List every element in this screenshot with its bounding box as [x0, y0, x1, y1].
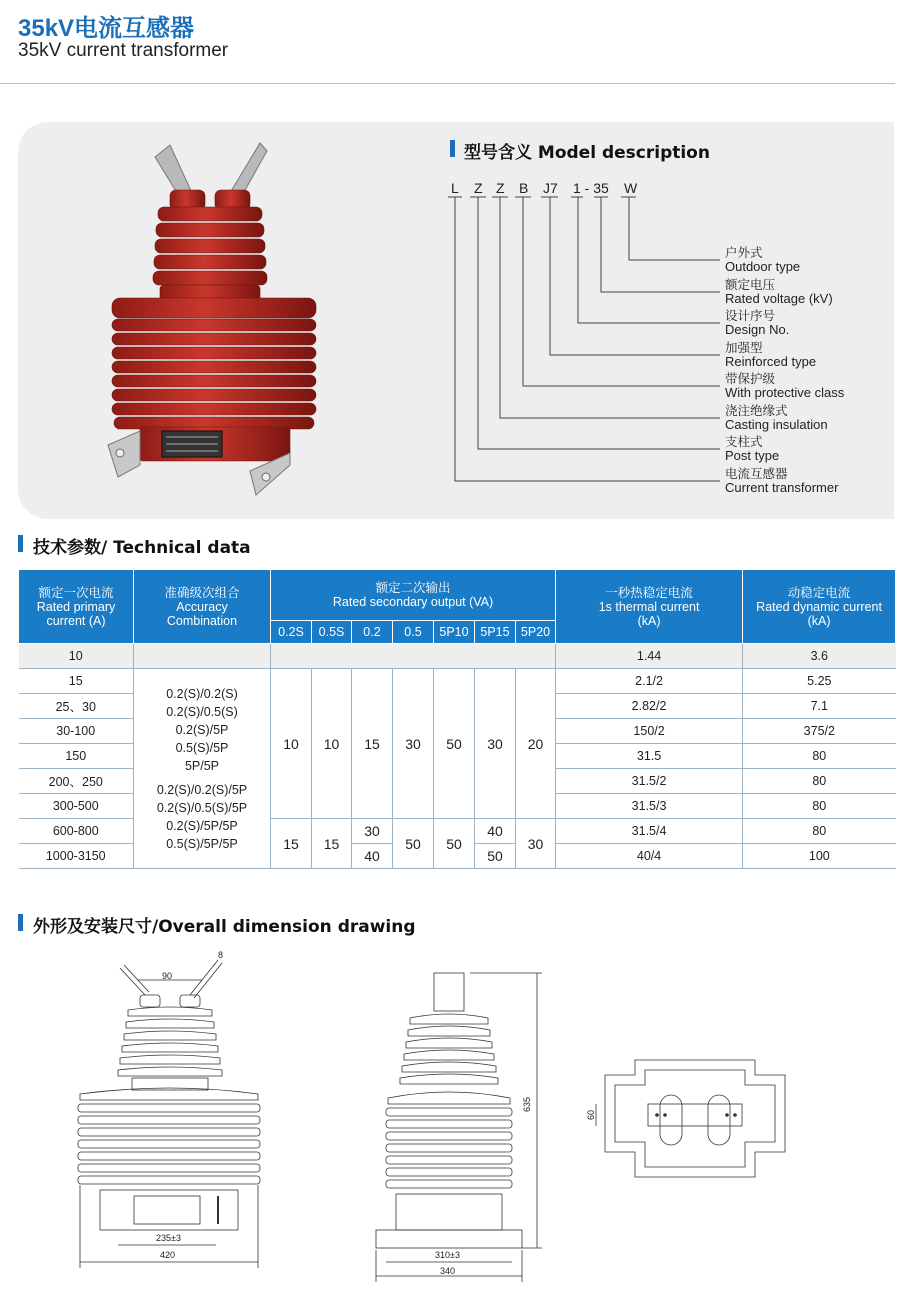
primary-current: 200、250	[19, 769, 134, 794]
dim-base-inner: 235±3	[156, 1233, 181, 1243]
output-5P15-high-a: 40	[475, 819, 516, 844]
desc-design-no: 设计序号 Design No.	[725, 308, 790, 337]
output-5P10: 50	[434, 669, 475, 819]
output-0.5S-high: 15	[312, 819, 352, 869]
primary-current: 1000-3150	[19, 844, 134, 869]
code-part: J7	[543, 180, 558, 196]
thermal-current: 31.5/4	[556, 819, 743, 844]
thermal-current: 40/4	[556, 844, 743, 869]
output-0.2-high-a: 30	[352, 819, 393, 844]
output-0.2-high-b: 40	[352, 844, 393, 869]
desc-voltage: 额定电压 Rated voltage (kV)	[725, 277, 833, 306]
desc-post: 支柱式 Post type	[725, 434, 780, 463]
primary-current: 600-800	[19, 819, 134, 844]
primary-current: 300-500	[19, 794, 134, 819]
dimension-drawing	[0, 945, 900, 1297]
page-subtitle: 35kV current transformer	[18, 40, 229, 61]
dim-base2-inner: 310±3	[435, 1250, 460, 1260]
table-row	[19, 644, 896, 669]
desc-casting: 浇注绝缘式 Casting insulation	[725, 403, 828, 432]
dynamic-current: 80	[743, 819, 896, 844]
dim-top-spacing: 90	[162, 971, 173, 981]
output-0.5: 30	[393, 669, 434, 819]
subheader-0.2S: 0.2S	[271, 621, 312, 644]
subheader-5P15: 5P15	[475, 621, 516, 644]
output-5P10-high: 50	[434, 819, 475, 869]
header-dynamic: 动稳定电流 Rated dynamic current (kA)	[743, 570, 896, 644]
header-secondary: 额定二次输出 Rated secondary output (VA)	[271, 570, 556, 621]
primary-current: 15	[19, 669, 134, 694]
dim-base-outer: 420	[160, 1250, 176, 1260]
code-part: W	[624, 180, 638, 196]
model-heading: 型号含义 Model description	[464, 143, 710, 163]
dim-slot: 60	[586, 1109, 596, 1120]
header-accuracy: 准确级次组合 Accuracy Combination	[134, 570, 271, 644]
header-thermal: 一秒热稳定电流 1s thermal current (kA)	[556, 570, 743, 644]
dynamic-current: 7.1	[743, 694, 896, 719]
output-0.2S: 10	[271, 669, 312, 819]
dynamic-current: 375/2	[743, 719, 896, 744]
output-5P15-high-b: 50	[475, 844, 516, 869]
page-title: 35kV电流互感器	[18, 15, 195, 42]
output-0.2: 15	[352, 669, 393, 819]
thermal-current: 150/2	[556, 719, 743, 744]
code-part: Z	[474, 180, 483, 196]
output-5P15: 30	[475, 669, 516, 819]
desc-protective: 带保护级 With protective class	[725, 371, 845, 400]
subheader-5P10: 5P10	[434, 621, 475, 644]
drawing-heading-marker	[18, 914, 23, 931]
accuracy-empty	[134, 644, 271, 669]
dynamic-current: 5.25	[743, 669, 896, 694]
dim-base2-outer: 340	[440, 1266, 456, 1276]
dim-slant: 8	[218, 950, 224, 960]
table-row	[19, 669, 896, 694]
technical-table	[18, 569, 896, 869]
accuracy-combinations: 0.2(S)/0.2(S) 0.2(S)/0.5(S) 0.2(S)/5P 0.5(S)/5P 5P/5P 0.2(S)/0.2(S)/5P 0.2(S)/0.5(S)/5P 0.2(S)/5P/5P 0.5(S)/5P/5P	[134, 669, 271, 869]
subheader-0.5S: 0.5S	[312, 621, 352, 644]
thermal-current: 1.44	[556, 644, 743, 669]
subheader-0.5: 0.5	[393, 621, 434, 644]
desc-outdoor: 户外式 Outdoor type	[725, 245, 801, 274]
header-primary: 额定一次电流 Rated primary current (A)	[19, 570, 134, 644]
output-5P20-high: 30	[516, 819, 556, 869]
dynamic-current: 3.6	[743, 644, 896, 669]
output-0.5-high: 50	[393, 819, 434, 869]
code-part: L	[451, 180, 459, 196]
primary-current: 10	[19, 644, 134, 669]
code-part: 1 - 35	[573, 180, 609, 196]
dim-height: 635	[522, 1096, 532, 1112]
dynamic-current: 80	[743, 744, 896, 769]
desc-reinforced: 加强型 Reinforced type	[725, 340, 817, 369]
thermal-current: 31.5/3	[556, 794, 743, 819]
output-0.5S: 10	[312, 669, 352, 819]
thermal-current: 31.5/2	[556, 769, 743, 794]
code-part: Z	[496, 180, 505, 196]
tech-heading-marker	[18, 535, 23, 552]
thermal-current: 2.1/2	[556, 669, 743, 694]
desc-ct: 电流互感器 Current transformer	[725, 466, 839, 495]
tech-heading: 技术参数/ Technical data	[33, 538, 251, 558]
dynamic-current: 80	[743, 769, 896, 794]
primary-current: 30-100	[19, 719, 134, 744]
dynamic-current: 100	[743, 844, 896, 869]
output-0.2S-high: 15	[271, 819, 312, 869]
primary-current: 150	[19, 744, 134, 769]
primary-current: 25、30	[19, 694, 134, 719]
code-part: B	[519, 180, 529, 196]
drawing-heading: 外形及安装尺寸/Overall dimension drawing	[33, 917, 416, 937]
output-empty	[271, 644, 556, 669]
subheader-0.2: 0.2	[352, 621, 393, 644]
output-5P20: 20	[516, 669, 556, 819]
subheader-5P20: 5P20	[516, 621, 556, 644]
thermal-current: 2.82/2	[556, 694, 743, 719]
thermal-current: 31.5	[556, 744, 743, 769]
dynamic-current: 80	[743, 794, 896, 819]
